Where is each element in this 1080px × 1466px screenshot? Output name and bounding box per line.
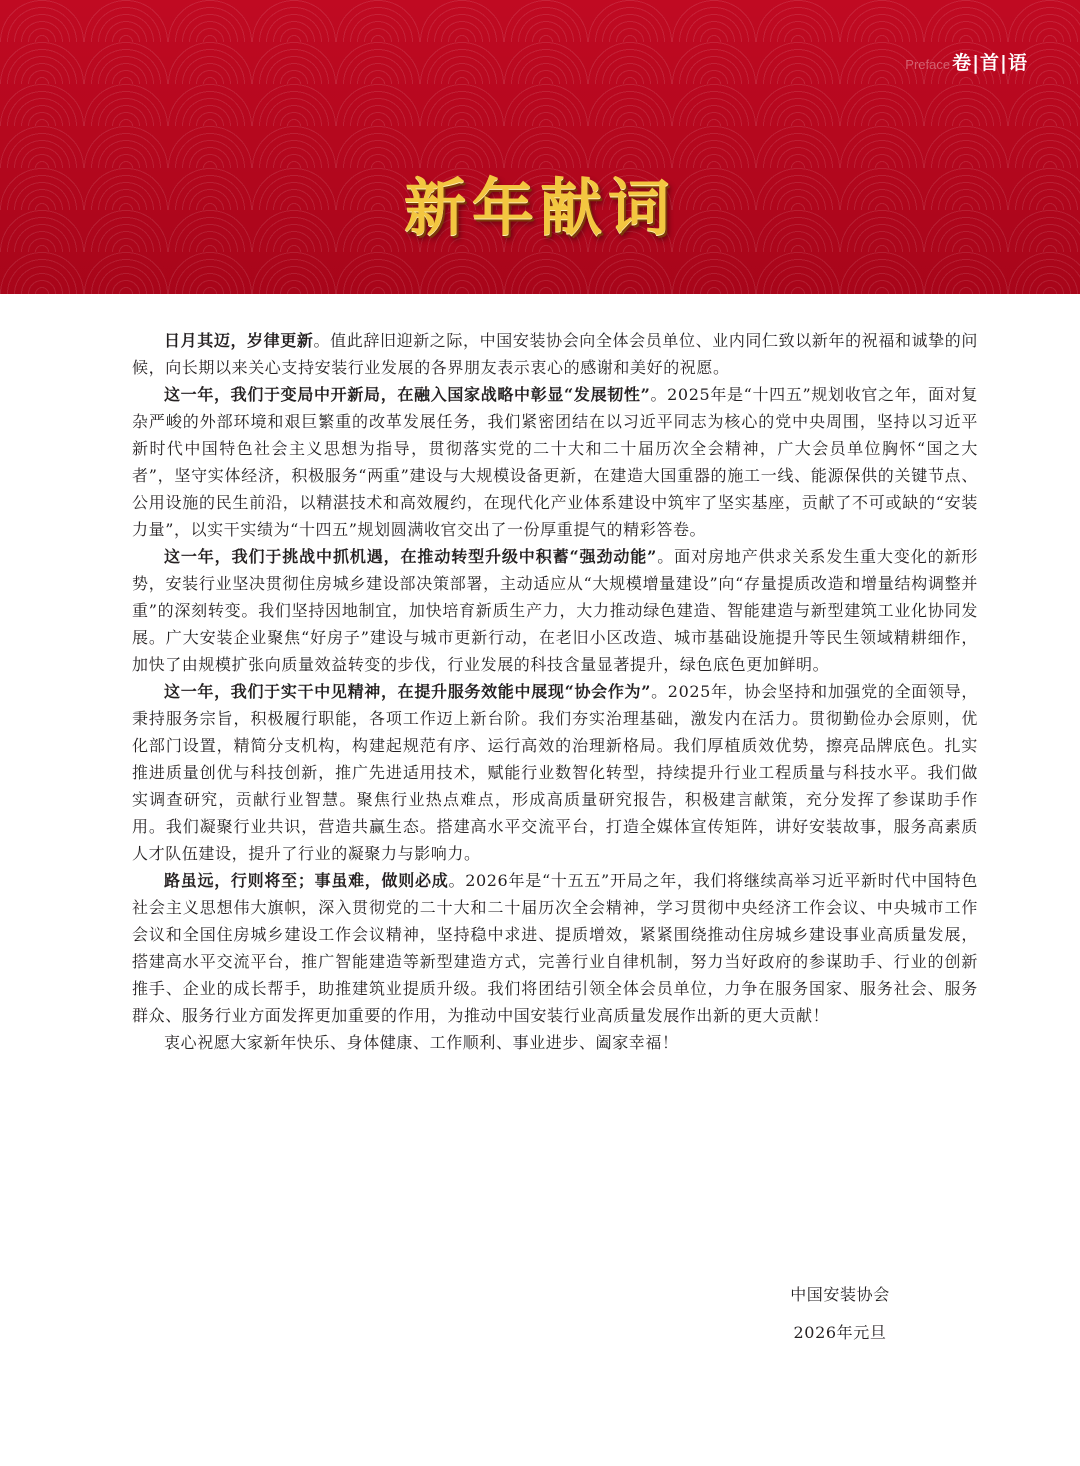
page-title: 新年献词 bbox=[403, 171, 676, 244]
paragraph-4-lead: 这一年，我们于实干中见精神，在提升服务效能中展现“协会作为” bbox=[164, 682, 652, 701]
section-tag bbox=[905, 48, 1028, 75]
paragraph-2 bbox=[132, 381, 978, 543]
paragraph-5-lead: 路虽远，行则将至；事虽难，做则必成 bbox=[164, 871, 449, 890]
signature-org: 中国安装协会 bbox=[790, 1285, 890, 1304]
paragraph-1-lead: 日月其迈，岁律更新 bbox=[164, 331, 314, 350]
paragraph-3-lead: 这一年，我们于挑战中抓机遇，在推动转型升级中积蓄“强劲动能” bbox=[164, 547, 657, 566]
paragraph-6-body: 衷心祝愿大家新年快乐、身体健康、工作顺利、事业进步、阖家幸福！ bbox=[164, 1033, 679, 1052]
paragraph-1-body: 。值此辞旧迎新之际，中国安装协会向全体会员单位、业内同仁致以新年的祝福和诚挚的问候，向长期以来关心支持安装行业发展的各界朋友表示衷心的感谢和美好的祝愿。 bbox=[132, 331, 978, 377]
paragraph-3-body: 。面对房地产供求关系发生重大变化的新形势，安装行业坚决贯彻住房城乡建设部决策部署，主动适应从“大规模增量建设”向“存量提质改造和增量结构调整并重”的深刻转变。我们坚持因地制宜，加快培育新质生产力，大力推动绿色建造、智能建造与新型建筑工业化协同发展。广大安装企业聚焦“好房子”建设与城市更新行动，在老旧小区改造、城市基础设施提升等民生领域精耕细作，加快了由规模扩张向质量效益转变的步伐，行业发展的科技含量显著提升，绿色底色更加鲜明。 bbox=[132, 547, 978, 674]
paragraph-2-lead: 这一年，我们于变局中开新局，在融入国家战略中彰显“发展韧性” bbox=[164, 385, 651, 404]
paragraph-5 bbox=[132, 867, 978, 1029]
section-tag-en: Preface bbox=[905, 57, 951, 72]
paragraph-1 bbox=[132, 327, 978, 381]
paragraph-4-body: 。2025年，协会坚持和加强党的全面领导，秉持服务宗旨，积极履行职能，各项工作迈上新台阶。我们夯实治理基础，激发内在活力。贯彻勤俭办会原则，优化部门设置，精简分支机构，构建起规范有序、运行高效的治理新格局。我们厚植质效优势，擦亮品牌底色。扎实推进质量创优与科技创新，推广先进适用技术，赋能行业数智化转型，持续提升行业工程质量与科技水平。我们做实调查研究，贡献行业智慧。聚焦行业热点难点，形成高质量研究报告，积极建言献策，充分发挥了参谋助手作用。我们凝聚行业共识，营造共赢生态。搭建高水平交流平台，打造全媒体宣传矩阵，讲好安装故事，服务高素质人才队伍建设，提升了行业的凝聚力与影响力。 bbox=[132, 682, 978, 863]
section-tag-zh: 卷|首|语 bbox=[952, 52, 1028, 74]
article-body bbox=[132, 327, 978, 1056]
paragraph-2-body: 。2025年是“十四五”规划收官之年，面对复杂严峻的外部环境和艰巨繁重的改革发展任务，我们紧密团结在以习近平同志为核心的党中央周围，坚持以习近平新时代中国特色社会主义思想为指导，贯彻落实党的二十大和二十届历次全会精神，广大会员单位胸怀“国之大者”，坚守实体经济，积极服务“两重”建设与大规模设备更新，在建造大国重器的施工一线、能源保供的关键节点、公用设施的民生前沿，以精湛技术和高效履约，在现代化产业体系建设中筑牢了坚实基座，贡献了不可或缺的“安装力量”，以实干实绩为“十四五”规划圆满收官交出了一份厚重提气的精彩答卷。 bbox=[132, 385, 978, 539]
header-banner bbox=[0, 0, 1080, 294]
signature-date: 2026年元旦 bbox=[793, 1323, 887, 1342]
paragraph-6 bbox=[132, 1029, 978, 1056]
paragraph-4 bbox=[132, 678, 978, 867]
paragraph-3 bbox=[132, 543, 978, 678]
paragraph-5-body: 。2026年是“十五五”开局之年，我们将继续高举习近平新时代中国特色社会主义思想伟大旗帜，深入贯彻党的二十大和二十届历次全会精神，学习贯彻中央经济工作会议、中央城市工作会议和全国住房城乡建设工作会议精神，坚持稳中求进、提质增效，紧紧围绕推动住房城乡建设事业高质量发展，搭建高水平交流平台，推广智能建造等新型建造方式，完善行业自律机制，努力当好政府的参谋助手、行业的创新推手、企业的成长帮手，助推建筑业提质升级。我们将团结引领全体会员单位，力争在服务国家、服务社会、服务群众、服务行业方面发挥更加重要的作用，为推动中国安装行业高质量发展作出新的更大贡献！ bbox=[132, 871, 978, 1025]
